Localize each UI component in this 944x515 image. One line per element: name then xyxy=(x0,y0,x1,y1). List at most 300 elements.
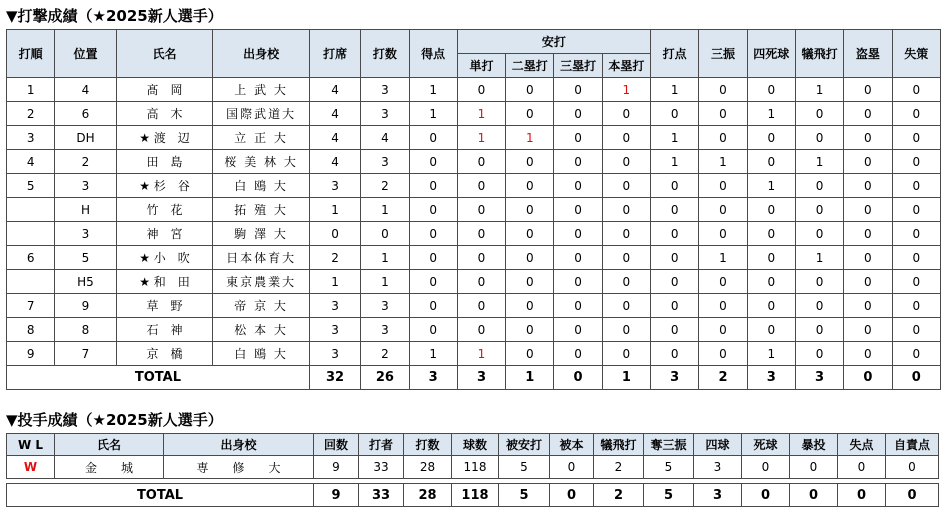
cell-err: 0 xyxy=(892,222,940,246)
cell-double: 0 xyxy=(506,222,554,246)
p-cell-hr: 0 xyxy=(550,456,594,479)
cell-pa: 3 xyxy=(309,318,360,342)
cell-school: 上 武 大 xyxy=(213,78,310,102)
cell-ab: 3 xyxy=(361,78,409,102)
cell-position: 7 xyxy=(55,342,116,366)
p-cell-bf: 33 xyxy=(359,456,404,479)
cell-order xyxy=(7,222,55,246)
p-total-label: TOTAL xyxy=(7,484,314,507)
cell-name: 高 木 xyxy=(116,102,213,126)
cell-triple: 0 xyxy=(554,270,602,294)
cell-double: 0 xyxy=(506,270,554,294)
cell-so: 0 xyxy=(699,222,747,246)
cell-double: 0 xyxy=(506,150,554,174)
cell-err: 0 xyxy=(892,150,940,174)
cell-sac: 0 xyxy=(795,318,843,342)
pitching-row xyxy=(7,456,939,479)
cell-double: 0 xyxy=(506,78,554,102)
cell-bb: 1 xyxy=(747,102,795,126)
batting-section-title: ▼打撃成績（★2025新人選手） xyxy=(6,7,223,25)
cell-so: 0 xyxy=(699,78,747,102)
cell-name: 田 島 xyxy=(116,150,213,174)
cell-name: 神 宮 xyxy=(116,222,213,246)
cell-order xyxy=(7,270,55,294)
p-cell-ab: 28 xyxy=(404,456,452,479)
cell-runs: 0 xyxy=(409,318,457,342)
cell-bb: 0 xyxy=(747,294,795,318)
p-cell-school: 専 修 大 xyxy=(164,456,314,479)
cell-single: 0 xyxy=(457,198,505,222)
cell-position: H xyxy=(55,198,116,222)
cell-position: 9 xyxy=(55,294,116,318)
total-so: 2 xyxy=(699,366,747,390)
total-double: 1 xyxy=(506,366,554,390)
p-cell-wp: 0 xyxy=(790,456,838,479)
batting-row xyxy=(7,174,941,198)
cell-triple: 0 xyxy=(554,222,602,246)
cell-name: 石 神 xyxy=(116,318,213,342)
cell-school: 拓 殖 大 xyxy=(213,198,310,222)
p-total-bf: 33 xyxy=(359,484,404,507)
cell-sb: 0 xyxy=(844,294,892,318)
cell-rbi: 0 xyxy=(651,294,699,318)
cell-rbi: 1 xyxy=(651,150,699,174)
total-runs: 3 xyxy=(409,366,457,390)
batting-row xyxy=(7,222,941,246)
cell-sb: 0 xyxy=(844,342,892,366)
cell-single: 0 xyxy=(457,294,505,318)
header-pa: 打席 xyxy=(309,30,360,78)
cell-sac: 0 xyxy=(795,126,843,150)
header-p-h: 被安打 xyxy=(499,434,550,456)
cell-runs: 1 xyxy=(409,342,457,366)
cell-school: 白 鴎 大 xyxy=(213,342,310,366)
total-hr: 1 xyxy=(602,366,650,390)
cell-ab: 1 xyxy=(361,198,409,222)
header-hits-group: 安打 xyxy=(457,30,650,54)
cell-pa: 1 xyxy=(309,198,360,222)
header-bf: 打者 xyxy=(359,434,404,456)
total-bb: 3 xyxy=(747,366,795,390)
p-total-er: 0 xyxy=(886,484,939,507)
cell-sac: 0 xyxy=(795,222,843,246)
header-p-school: 出身校 xyxy=(164,434,314,456)
header-p-bb: 四球 xyxy=(694,434,742,456)
cell-rbi: 0 xyxy=(651,246,699,270)
total-err: 0 xyxy=(892,366,940,390)
cell-sac: 0 xyxy=(795,174,843,198)
cell-ab: 0 xyxy=(361,222,409,246)
cell-sb: 0 xyxy=(844,246,892,270)
cell-name: 京 橋 xyxy=(116,342,213,366)
cell-so: 0 xyxy=(699,198,747,222)
cell-sb: 0 xyxy=(844,78,892,102)
total-label: TOTAL xyxy=(7,366,310,390)
header-err: 失策 xyxy=(892,30,940,78)
cell-order: 7 xyxy=(7,294,55,318)
cell-bb: 0 xyxy=(747,270,795,294)
cell-pa: 2 xyxy=(309,246,360,270)
cell-err: 0 xyxy=(892,342,940,366)
header-name: 氏名 xyxy=(116,30,213,78)
cell-double: 0 xyxy=(506,174,554,198)
batting-header-row xyxy=(7,30,941,54)
cell-ab: 2 xyxy=(361,342,409,366)
batting-row xyxy=(7,102,941,126)
pitching-section-title: ▼投手成績（★2025新人選手） xyxy=(6,411,223,429)
cell-sb: 0 xyxy=(844,270,892,294)
cell-triple: 0 xyxy=(554,342,602,366)
header-bb: 四死球 xyxy=(747,30,795,78)
header-p-wp: 暴投 xyxy=(790,434,838,456)
cell-triple: 0 xyxy=(554,78,602,102)
cell-ab: 3 xyxy=(361,318,409,342)
cell-sb: 0 xyxy=(844,318,892,342)
header-ip: 回数 xyxy=(314,434,359,456)
cell-sac: 1 xyxy=(795,150,843,174)
cell-triple: 0 xyxy=(554,198,602,222)
batting-row xyxy=(7,294,941,318)
p-cell-r: 0 xyxy=(838,456,886,479)
header-wl: W L xyxy=(7,434,55,456)
p-total-so: 5 xyxy=(644,484,694,507)
cell-runs: 0 xyxy=(409,150,457,174)
cell-single: 1 xyxy=(457,126,505,150)
header-order: 打順 xyxy=(7,30,55,78)
cell-bb: 0 xyxy=(747,246,795,270)
cell-rbi: 0 xyxy=(651,198,699,222)
batting-table xyxy=(6,29,941,390)
cell-order xyxy=(7,198,55,222)
cell-hr: 0 xyxy=(602,126,650,150)
cell-sb: 0 xyxy=(844,102,892,126)
cell-bb: 0 xyxy=(747,222,795,246)
cell-pa: 4 xyxy=(309,78,360,102)
cell-single: 1 xyxy=(457,102,505,126)
cell-position: 8 xyxy=(55,318,116,342)
cell-name: 草 野 xyxy=(116,294,213,318)
cell-triple: 0 xyxy=(554,246,602,270)
cell-double: 0 xyxy=(506,294,554,318)
cell-ab: 3 xyxy=(361,150,409,174)
cell-sac: 0 xyxy=(795,198,843,222)
cell-sac: 0 xyxy=(795,342,843,366)
cell-bb: 0 xyxy=(747,150,795,174)
cell-school: 立 正 大 xyxy=(213,126,310,150)
cell-runs: 0 xyxy=(409,198,457,222)
cell-runs: 0 xyxy=(409,294,457,318)
cell-so: 1 xyxy=(699,246,747,270)
header-p-sac: 犠飛打 xyxy=(594,434,644,456)
p-cell-ip: 9 xyxy=(314,456,359,479)
cell-position: 6 xyxy=(55,102,116,126)
cell-position: H5 xyxy=(55,270,116,294)
p-cell-sac: 2 xyxy=(594,456,644,479)
cell-pa: 4 xyxy=(309,150,360,174)
cell-name: ★ 小 吹 xyxy=(116,246,213,270)
cell-runs: 0 xyxy=(409,174,457,198)
cell-sb: 0 xyxy=(844,150,892,174)
header-single: 単打 xyxy=(457,54,505,78)
cell-rbi: 0 xyxy=(651,270,699,294)
header-p-ab: 打数 xyxy=(404,434,452,456)
cell-err: 0 xyxy=(892,198,940,222)
header-ab: 打数 xyxy=(361,30,409,78)
cell-order: 4 xyxy=(7,150,55,174)
header-sb: 盗塁 xyxy=(844,30,892,78)
cell-runs: 0 xyxy=(409,246,457,270)
cell-err: 0 xyxy=(892,174,940,198)
cell-position: DH xyxy=(55,126,116,150)
header-position: 位置 xyxy=(55,30,116,78)
cell-runs: 0 xyxy=(409,270,457,294)
cell-bb: 0 xyxy=(747,78,795,102)
batting-row xyxy=(7,150,941,174)
p-total-r: 0 xyxy=(838,484,886,507)
batting-row xyxy=(7,342,941,366)
header-double: 二塁打 xyxy=(506,54,554,78)
cell-sb: 0 xyxy=(844,126,892,150)
total-rbi: 3 xyxy=(651,366,699,390)
cell-double: 0 xyxy=(506,342,554,366)
cell-hr: 1 xyxy=(602,78,650,102)
cell-sac: 1 xyxy=(795,246,843,270)
cell-pa: 1 xyxy=(309,270,360,294)
p-total-ab: 28 xyxy=(404,484,452,507)
cell-ab: 2 xyxy=(361,174,409,198)
cell-rbi: 1 xyxy=(651,78,699,102)
cell-err: 0 xyxy=(892,126,940,150)
cell-single: 0 xyxy=(457,270,505,294)
cell-so: 0 xyxy=(699,318,747,342)
pitching-header-row xyxy=(7,434,939,456)
cell-err: 0 xyxy=(892,294,940,318)
cell-ab: 3 xyxy=(361,102,409,126)
header-rbi: 打点 xyxy=(651,30,699,78)
header-so: 三振 xyxy=(699,30,747,78)
p-total-bb: 3 xyxy=(694,484,742,507)
p-total-wp: 0 xyxy=(790,484,838,507)
cell-so: 0 xyxy=(699,342,747,366)
cell-so: 0 xyxy=(699,294,747,318)
cell-triple: 0 xyxy=(554,102,602,126)
cell-triple: 0 xyxy=(554,294,602,318)
cell-rbi: 0 xyxy=(651,318,699,342)
batting-row xyxy=(7,270,941,294)
cell-single: 0 xyxy=(457,246,505,270)
batting-total-row xyxy=(7,366,941,390)
pitching-total-row xyxy=(7,484,939,507)
cell-double: 0 xyxy=(506,198,554,222)
cell-pa: 4 xyxy=(309,126,360,150)
cell-err: 0 xyxy=(892,318,940,342)
batting-row xyxy=(7,126,941,150)
cell-position: 5 xyxy=(55,246,116,270)
batting-row xyxy=(7,318,941,342)
header-p-hr: 被本 xyxy=(550,434,594,456)
p-cell-h: 5 xyxy=(499,456,550,479)
cell-school: 日本体育大 xyxy=(213,246,310,270)
header-runs: 得点 xyxy=(409,30,457,78)
total-sb: 0 xyxy=(844,366,892,390)
total-sac: 3 xyxy=(795,366,843,390)
header-sac: 犠飛打 xyxy=(795,30,843,78)
cell-sac: 1 xyxy=(795,78,843,102)
cell-position: 4 xyxy=(55,78,116,102)
cell-single: 1 xyxy=(457,342,505,366)
cell-hr: 0 xyxy=(602,222,650,246)
cell-so: 0 xyxy=(699,126,747,150)
header-p-er: 自責点 xyxy=(886,434,939,456)
cell-triple: 0 xyxy=(554,150,602,174)
cell-so: 1 xyxy=(699,150,747,174)
cell-err: 0 xyxy=(892,246,940,270)
cell-order: 5 xyxy=(7,174,55,198)
cell-sb: 0 xyxy=(844,198,892,222)
cell-ab: 3 xyxy=(361,294,409,318)
cell-position: 3 xyxy=(55,222,116,246)
p-cell-er: 0 xyxy=(886,456,939,479)
header-p-hbp: 死球 xyxy=(742,434,790,456)
cell-sb: 0 xyxy=(844,174,892,198)
cell-hr: 0 xyxy=(602,342,650,366)
cell-school: 東京農業大 xyxy=(213,270,310,294)
cell-runs: 0 xyxy=(409,126,457,150)
cell-single: 0 xyxy=(457,222,505,246)
p-cell-wl: W xyxy=(7,456,55,479)
cell-hr: 0 xyxy=(602,318,650,342)
p-cell-bb: 3 xyxy=(694,456,742,479)
cell-name: 竹 花 xyxy=(116,198,213,222)
cell-name: ★ 和 田 xyxy=(116,270,213,294)
cell-bb: 1 xyxy=(747,342,795,366)
p-cell-name: 金 城 xyxy=(55,456,164,479)
cell-runs: 0 xyxy=(409,222,457,246)
p-total-np: 118 xyxy=(452,484,499,507)
cell-order: 1 xyxy=(7,78,55,102)
cell-school: 駒 澤 大 xyxy=(213,222,310,246)
cell-pa: 3 xyxy=(309,174,360,198)
cell-order: 3 xyxy=(7,126,55,150)
p-total-ip: 9 xyxy=(314,484,359,507)
header-p-name: 氏名 xyxy=(55,434,164,456)
cell-pa: 3 xyxy=(309,294,360,318)
p-total-sac: 2 xyxy=(594,484,644,507)
header-np: 球数 xyxy=(452,434,499,456)
batting-row xyxy=(7,246,941,270)
cell-runs: 1 xyxy=(409,102,457,126)
cell-school: 帝 京 大 xyxy=(213,294,310,318)
cell-err: 0 xyxy=(892,78,940,102)
cell-triple: 0 xyxy=(554,174,602,198)
total-single: 3 xyxy=(457,366,505,390)
cell-double: 1 xyxy=(506,126,554,150)
cell-school: 松 本 大 xyxy=(213,318,310,342)
cell-order: 2 xyxy=(7,102,55,126)
cell-rbi: 1 xyxy=(651,126,699,150)
cell-hr: 0 xyxy=(602,174,650,198)
cell-order: 8 xyxy=(7,318,55,342)
cell-bb: 1 xyxy=(747,174,795,198)
cell-rbi: 0 xyxy=(651,102,699,126)
cell-hr: 0 xyxy=(602,294,650,318)
cell-order: 6 xyxy=(7,246,55,270)
cell-position: 3 xyxy=(55,174,116,198)
cell-rbi: 0 xyxy=(651,342,699,366)
cell-hr: 0 xyxy=(602,270,650,294)
cell-ab: 4 xyxy=(361,126,409,150)
cell-single: 0 xyxy=(457,150,505,174)
cell-hr: 0 xyxy=(602,150,650,174)
total-ab: 26 xyxy=(361,366,409,390)
cell-school: 国際武道大 xyxy=(213,102,310,126)
p-cell-so: 5 xyxy=(644,456,694,479)
cell-single: 0 xyxy=(457,174,505,198)
p-cell-hbp: 0 xyxy=(742,456,790,479)
batting-row xyxy=(7,198,941,222)
cell-bb: 0 xyxy=(747,126,795,150)
cell-double: 0 xyxy=(506,318,554,342)
cell-err: 0 xyxy=(892,270,940,294)
cell-runs: 1 xyxy=(409,78,457,102)
cell-double: 0 xyxy=(506,246,554,270)
cell-sac: 0 xyxy=(795,270,843,294)
cell-order: 9 xyxy=(7,342,55,366)
pitching-table xyxy=(6,433,939,507)
cell-school: 桜 美 林 大 xyxy=(213,150,310,174)
cell-hr: 0 xyxy=(602,246,650,270)
cell-so: 0 xyxy=(699,270,747,294)
cell-sac: 0 xyxy=(795,294,843,318)
cell-triple: 0 xyxy=(554,318,602,342)
cell-sac: 0 xyxy=(795,102,843,126)
cell-so: 0 xyxy=(699,102,747,126)
total-triple: 0 xyxy=(554,366,602,390)
cell-double: 0 xyxy=(506,102,554,126)
cell-sb: 0 xyxy=(844,222,892,246)
cell-name: ★ 渡 辺 xyxy=(116,126,213,150)
cell-bb: 0 xyxy=(747,198,795,222)
p-total-hbp: 0 xyxy=(742,484,790,507)
cell-pa: 4 xyxy=(309,102,360,126)
cell-single: 0 xyxy=(457,78,505,102)
cell-ab: 1 xyxy=(361,270,409,294)
header-triple: 三塁打 xyxy=(554,54,602,78)
p-cell-np: 118 xyxy=(452,456,499,479)
pitching-body xyxy=(7,456,939,479)
cell-name: ★ 杉 谷 xyxy=(116,174,213,198)
p-total-h: 5 xyxy=(499,484,550,507)
cell-pa: 0 xyxy=(309,222,360,246)
batting-row xyxy=(7,78,941,102)
cell-position: 2 xyxy=(55,150,116,174)
header-hr: 本塁打 xyxy=(602,54,650,78)
cell-name: 髙 岡 xyxy=(116,78,213,102)
p-total-hr: 0 xyxy=(550,484,594,507)
total-pa: 32 xyxy=(309,366,360,390)
cell-school: 白 鴎 大 xyxy=(213,174,310,198)
cell-rbi: 0 xyxy=(651,222,699,246)
cell-hr: 0 xyxy=(602,198,650,222)
header-school: 出身校 xyxy=(213,30,310,78)
header-p-so: 奪三振 xyxy=(644,434,694,456)
batting-body xyxy=(7,78,941,366)
header-p-r: 失点 xyxy=(838,434,886,456)
cell-bb: 0 xyxy=(747,318,795,342)
cell-triple: 0 xyxy=(554,126,602,150)
cell-single: 0 xyxy=(457,318,505,342)
cell-so: 0 xyxy=(699,174,747,198)
